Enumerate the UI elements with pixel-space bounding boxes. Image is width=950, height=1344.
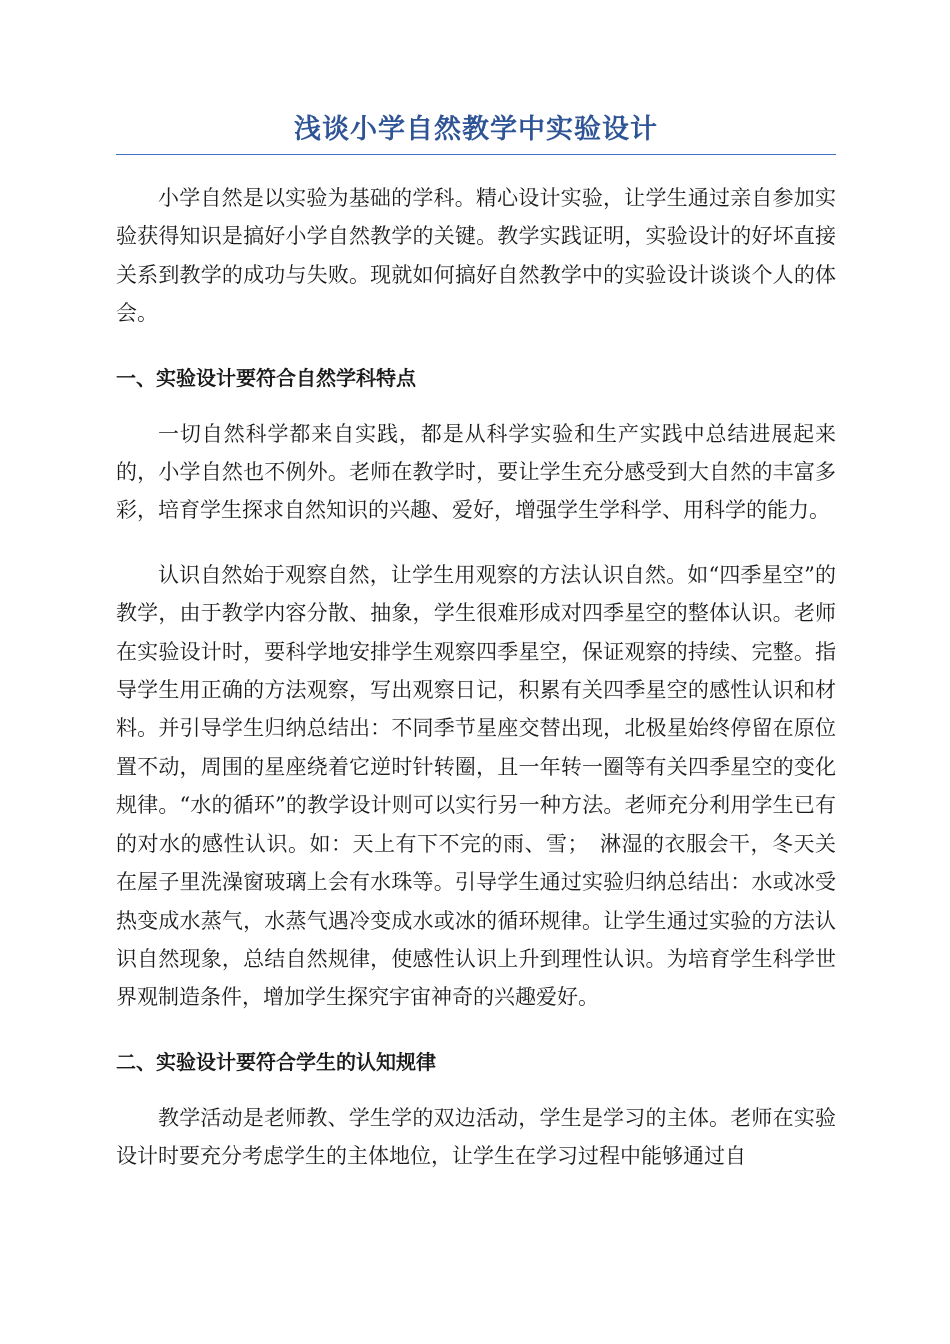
paragraph-spacer xyxy=(116,530,836,556)
section-1-heading: 一、实验设计要符合自然学科特点 xyxy=(116,365,416,390)
section-1-paragraph-2: 认识自然始于观察自然，让学生用观察的方法认识自然。如“四季星空”的教学，由于教学内容分散、抽象，学生很难形成对四季星空的整体认识。老师在实验设计时，要科学地安排学生观察四季星空，保证观察的持续、完整。指导学生用正确的方法观察，写出观察日记，积累有关四季星空的感性认识和材料。并引导学生归纳总结出：不同季节星座交替出现，北极星始终停留在原位置不动，周围的星座绕着它逆时针转圈，且一年转一圈等有关四季星空的变化规律。“水的循环”的教学设计则可以实行另一种方法。老师充分利用学生已有的对水的感性认识。如：天上有下不完的雨、雪； 淋湿的衣服会干，冬天关在屋子里洗澡窗玻璃上会有水珠等。引导学生通过实验归纳总结出：水或冰受热变成水蒸气，水蒸气遇冷变成水或冰的循环规律。让学生通过实验的方法认识自然现象，总结自然规律，使感性认识上升到理性认识。为培育学生科学世界观制造条件，增加学生探究宇宙神奇的兴趣爱好。 xyxy=(116,562,836,1010)
intro-paragraph: 小学自然是以实验为基础的学科。精心设计实验，让学生通过亲自参加实验获得知识是搞好小学自然教学的关键。教学实践证明，实验设计的好坏直接关系到教学的成功与失败。现就如何搞好自然教学中的实验设计谈谈个人的体会。 xyxy=(116,186,836,326)
document-body xyxy=(116,179,836,1176)
section-2-heading: 二、实验设计要符合学生的认知规律 xyxy=(116,1049,436,1074)
section-1-paragraph-1: 一切自然科学都来自实践，都是从科学实验和生产实践中总结进展起来的，小学自然也不例外。老师在教学时，要让学生充分感受到大自然的丰富多彩，培育学生探求自然知识的兴趣、爱好，增强学生学科学、用科学的能力。 xyxy=(116,421,836,523)
section-2-paragraph-1: 教学活动是老师教、学生学的双边活动，学生是学习的主体。老师在实验设计时要充分考虑学生的主体地位，让学生在学习过程中能够通过自 xyxy=(116,1105,836,1169)
document-title: 浅谈小学自然教学中实验设计 xyxy=(116,108,836,155)
document-page xyxy=(116,108,836,1176)
